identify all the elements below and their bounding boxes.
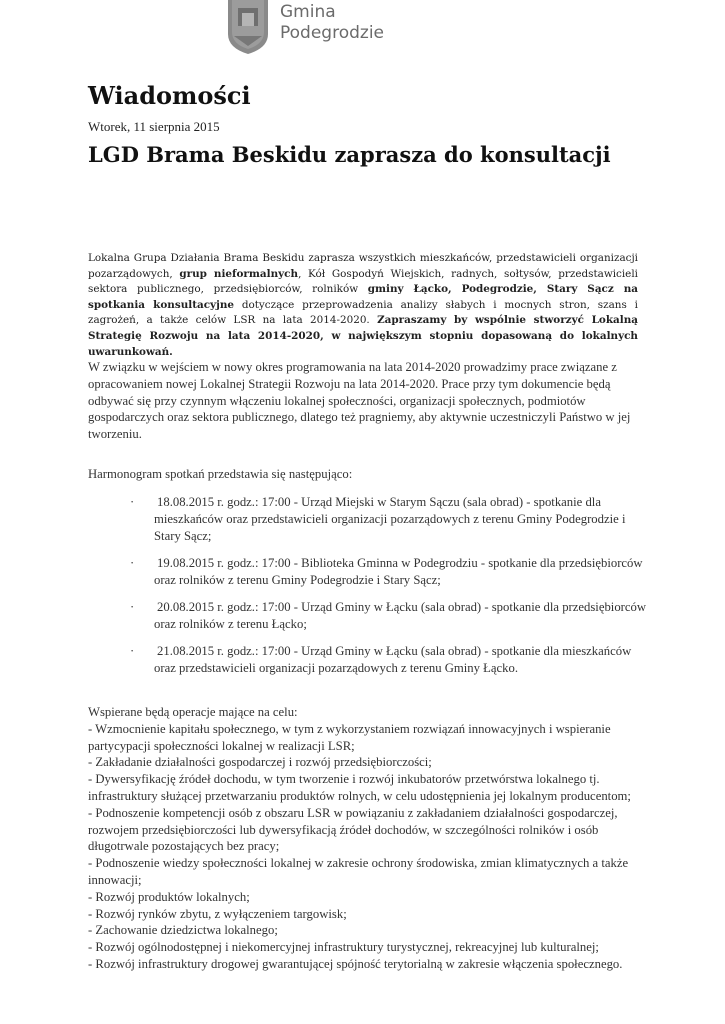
lead-bold-2: gminy Łącko, Podegrodzie, Stary Sącz na spotkania konsultacyjne bbox=[88, 283, 638, 311]
operations-intro: Wspierane będą operacje mające na celu: bbox=[88, 705, 298, 719]
logo-text bbox=[280, 2, 384, 44]
bullet-icon: · bbox=[130, 556, 135, 570]
meeting-text: 19.08.2015 r. godz.: 17:00 - Biblioteka Gminna w Podegrodziu - spotkanie dla przedsiębiorców oraz rolników z terenu Gminy Podegrodzie i Stary Sącz; bbox=[154, 556, 643, 587]
coat-of-arms-icon bbox=[226, 0, 270, 54]
operation-item: - Rozwój ogólnodostępnej i niekomercyjnej infrastruktury turystycznej, rekreacyjnej lub kulturalnej; bbox=[88, 940, 599, 955]
article-lead bbox=[88, 251, 638, 360]
operation-item: - Zachowanie dziedzictwa lokalnego; bbox=[88, 923, 278, 938]
meeting-item bbox=[130, 643, 650, 677]
lead-bold-1: grup nieformalnych bbox=[179, 267, 299, 280]
bullet-icon: · bbox=[130, 644, 135, 658]
lead-text-2: , Kół Gospodyń Wiejskich, radnych, sołtysów, przedstawicieli sektora publicznego, przedsiębiorców, rolników bbox=[88, 267, 638, 296]
operation-item: - Rozwój rynków zbytu, z wyłączeniem targowisk; bbox=[88, 906, 347, 921]
operation-item: - Podnoszenie wiedzy społeczności lokalnej w zakresie ochrony środowiska, zmian klimatycznych a także innowacji; bbox=[88, 856, 629, 887]
lead-bold-3: Zapraszamy by wspólnie stworzyć Lokalną Strategię Rozwoju na lata 2014-2020, w największym stopniu dopasowaną do lokalnych uwarunkowań. bbox=[88, 314, 638, 358]
operation-item: - Zakładanie działalności gospodarczej i rozwój przedsiębiorczości; bbox=[88, 755, 432, 770]
lead-text-1: Lokalna Grupa Działania Brama Beskidu zaprasza wszystkich mieszkańców, przedstawicieli organizacji pozarządowych, bbox=[88, 252, 638, 280]
article-paragraph: W związku w wejściem w nowy okres programowania na lata 2014-2020 prowadzimy prace związane z opracowaniem nowej Lokalnej Strategii Rozwoju na lata 2014-2020. Prace przy tym dokumencie będą odbywać się przy czynnym włączeniu lokalnej społeczności, organizacji społecznych, podmiotów gospodarczych oraz sektora publicznego, dlatego też pragniemy, aby aktywnie uczestniczyli Państwo w jej tworzeniu. bbox=[88, 360, 631, 442]
logo-line-2: Podegrodzie bbox=[280, 23, 385, 43]
logo-line-1: Gmina bbox=[280, 2, 336, 22]
article-date: Wtorek, 11 sierpnia 2015 bbox=[88, 119, 220, 134]
operation-item: - Rozwój infrastruktury drogowej gwarantującej spójność terytorialną w zakresie włączenia społecznego. bbox=[88, 956, 623, 971]
operation-item: - Dywersyfikację źródeł dochodu, w tym tworzenie i rozwój inkubatorów przetwórstwa lokalnego tj. infrastruktury służącej przetwarzaniu produktów rolnych, w celu udostępnienia jej lokalnym producentom; bbox=[88, 772, 631, 803]
meeting-item bbox=[130, 555, 650, 589]
meeting-text: 20.08.2015 r. godz.: 17:00 - Urząd Gminy w Łącku (sala obrad) - spotkanie dla przedsiębiorców oraz rolników z terenu Łącko; bbox=[154, 600, 647, 631]
section-title: Wiadomości bbox=[88, 81, 251, 110]
meeting-item bbox=[130, 494, 650, 544]
operation-item: - Rozwój produktów lokalnych; bbox=[88, 889, 250, 904]
bullet-icon: · bbox=[130, 495, 135, 509]
meeting-text: 21.08.2015 r. godz.: 17:00 - Urząd Gminy w Łącku (sala obrad) - spotkanie dla mieszkańców oraz przedstawicieli organizacji pozarządowych z terenu Gminy Łącko. bbox=[154, 644, 632, 675]
operation-item: - Podnoszenie kompetencji osób z obszaru LSR w powiązaniu z zakładaniem działalności gospodarczej, rozwojem przedsiębiorczości lub dywersyfikacją źródeł dochodów, w szczególności rolników i osób długotrwale pozostających bez pracy; bbox=[88, 805, 618, 854]
meeting-text: 18.08.2015 r. godz.: 17:00 - Urząd Miejski w Starym Sączu (sala obrad) - spotkanie dla mieszkańców oraz przedstawicieli organizacji pozarządowych z terenu Gminy Podegrodzie i Stary Sącz; bbox=[154, 495, 626, 543]
site-logo[interactable] bbox=[226, 0, 384, 54]
operation-item: - Wzmocnienie kapitału społecznego, w tym z wykorzystaniem rozwiązań innowacyjnych i wspieranie partycypacji społeczności lokalnej w realizacji LSR; bbox=[88, 721, 611, 753]
article-headline: LGD Brama Beskidu zaprasza do konsultacji bbox=[88, 142, 611, 167]
meeting-item bbox=[130, 599, 650, 633]
bullet-icon: · bbox=[130, 600, 135, 614]
lead-text-3: dotyczące przeprowadzenia analizy słabych i mocnych stron, szans i zagrożeń, a także celów LSR na lata 2014-2020. bbox=[88, 298, 638, 327]
schedule-intro: Harmonogram spotkań przedstawia się następująco: bbox=[88, 467, 353, 481]
operations-list bbox=[88, 704, 648, 973]
